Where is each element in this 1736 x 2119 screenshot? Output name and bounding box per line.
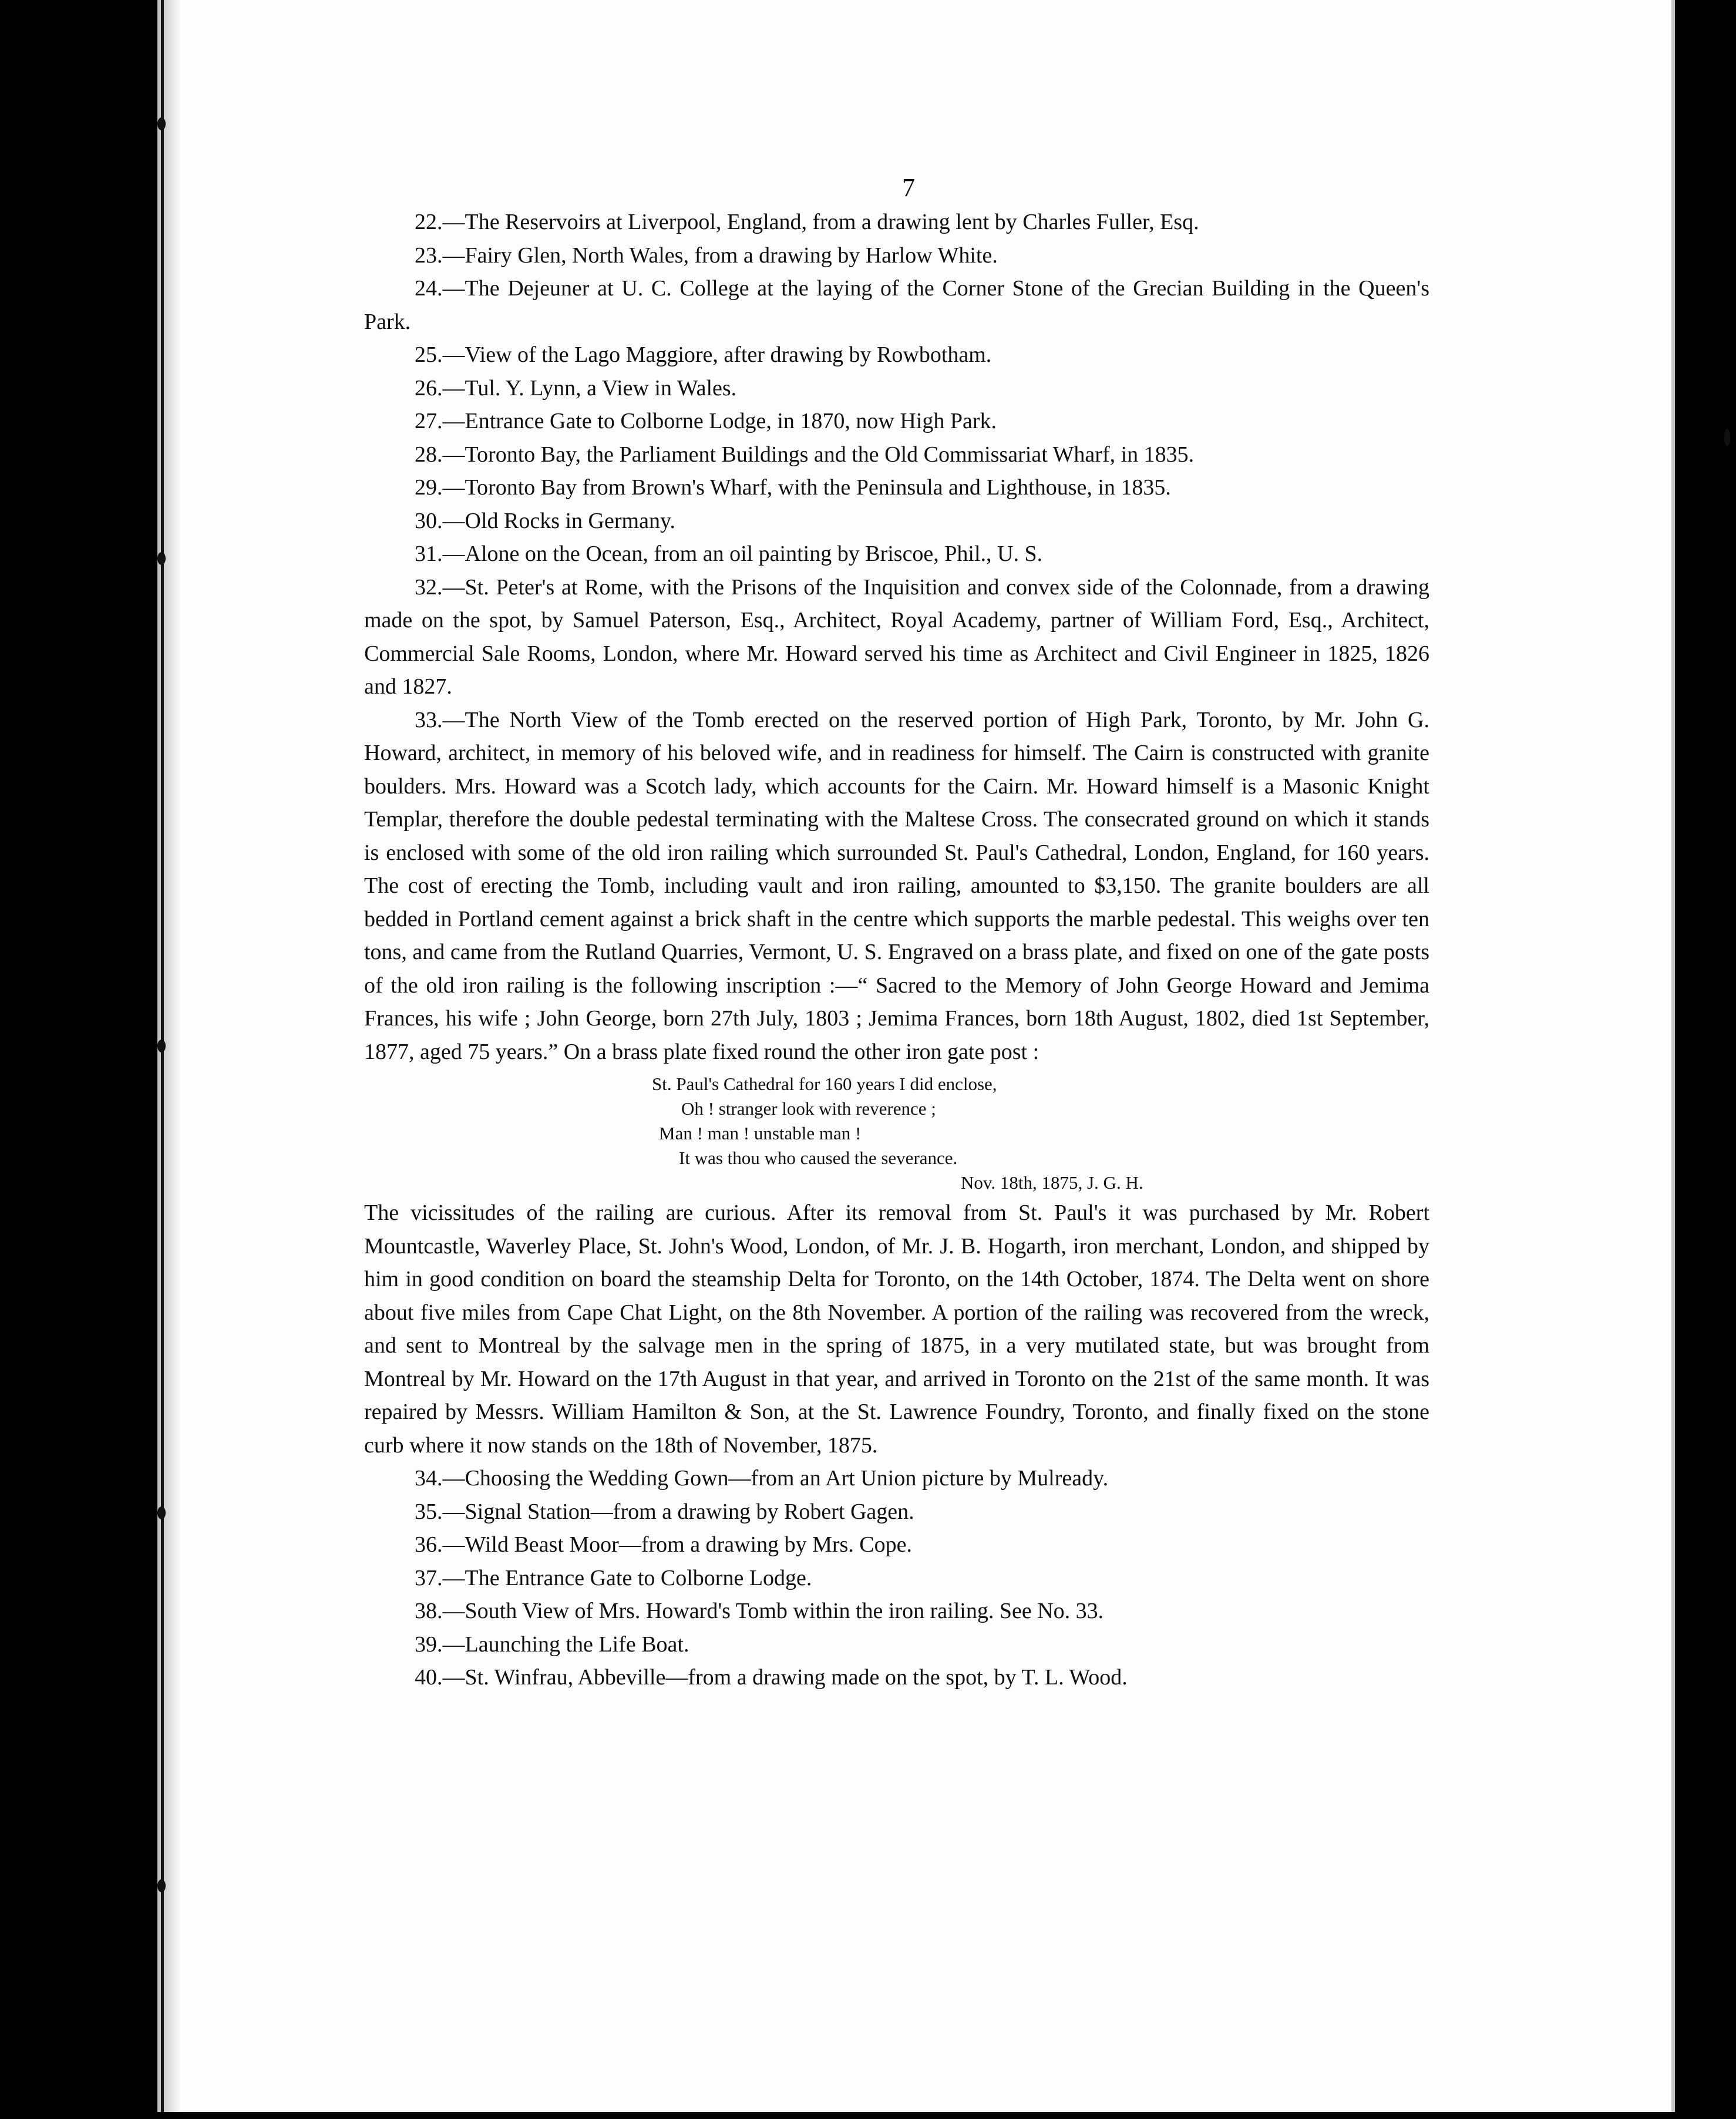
- verse-line: St. Paul's Cathedral for 160 years I did enclose,: [652, 1074, 997, 1094]
- catalog-item-38: 38.—South View of Mrs. Howard's Tomb within the iron railing. See No. 33.: [415, 1599, 1104, 1623]
- catalog-item-27: 27.—Entrance Gate to Colborne Lodge, in 1870, now High Park.: [415, 409, 997, 433]
- catalog-item-36: 36.—Wild Beast Moor—from a drawing by Mrs. Cope.: [415, 1532, 913, 1557]
- page-number: 7: [902, 173, 915, 202]
- binding-hole: [157, 1879, 166, 1892]
- binding-hole: [157, 117, 166, 130]
- catalog-item-30: 30.—Old Rocks in Germany.: [415, 508, 675, 533]
- catalog-item-35: 35.—Signal Station—from a drawing by Robert Gagen.: [415, 1499, 914, 1524]
- inscription-verse: [364, 1072, 1429, 1195]
- catalog-item-31: 31.—Alone on the Ocean, from an oil painting by Briscoe, Phil., U. S.: [415, 541, 1043, 566]
- catalog-item-28: 28.—Toronto Bay, the Parliament Buildings and the Old Commissariat Wharf, in 1835.: [415, 442, 1195, 467]
- binding-hole: [157, 1506, 166, 1519]
- catalog-item-32: 32.—St. Peter's at Rome, with the Prisons of the Inquisition and convex side of the Colonnade, from a drawing made on the spot, by Samuel Paterson, Esq., Architect, Royal Academy, partner of William Ford, Esq., Architect, Commercial Sale Rooms, London, where Mr. Howard served his time as Architect and Civil Engineer in 1825, 1826 and 1827.: [364, 574, 1429, 699]
- catalog-item-39: 39.—Launching the Life Boat.: [415, 1632, 689, 1657]
- catalog-item-26: 26.—Tul. Y. Lynn, a View in Wales.: [415, 375, 737, 401]
- catalog-item-22: 22.—The Reservoirs at Liverpool, England, from a drawing lent by Charles Fuller, Esq.: [415, 210, 1199, 234]
- catalog-item-40: 40.—St. Winfrau, Abbeville—from a drawing made on the spot, by T. L. Wood.: [415, 1665, 1128, 1690]
- page-text: [364, 170, 1429, 1694]
- catalog-item-29: 29.—Toronto Bay from Brown's Wharf, with the Peninsula and Lighthouse, in 1835.: [415, 475, 1171, 500]
- catalog-item-23: 23.—Fairy Glen, North Wales, from a drawing by Harlow White.: [415, 243, 998, 268]
- verse-signature: Nov. 18th, 1875, J. G. H.: [961, 1172, 1143, 1193]
- verse-line: It was thou who caused the severance.: [679, 1148, 958, 1168]
- binding-hole: [157, 552, 166, 565]
- catalog-item-37: 37.—The Entrance Gate to Colborne Lodge.: [415, 1565, 812, 1590]
- edge-mark: [1724, 429, 1730, 446]
- binding-edge: [161, 0, 164, 2112]
- catalog-item-33: 33.—The North View of the Tomb erected on the reserved portion of High Park, Toronto, by Mr. John G. Howard, architect, in memory of his beloved wife, and in readiness for himself. The Cairn is constructed with granite boulders. Mrs. Howard was a Scotch lady, which accounts for the Cairn. Mr. Howard himself is a Masonic Knight Templar, therefore the double pedestal terminating with the Maltese Cross. The consecrated ground on which it stands is enclosed with some of the old iron railing which surrounded St. Paul's Cathedral, London, England, for 160 years. The cost of erecting the Tomb, including vault and iron railing, amounted to $3,150. The granite boulders are all bedded in Portland cement against a brick shaft in the centre which supports the marble pedestal. This weighs over ten tons, and came from the Rutland Quarries, Vermont, U. S. Engraved on a brass plate, and fixed on one of the gate posts of the old iron railing is the following inscription :—“ Sacred to the Memory of John George Howard and Jemima Frances, his wife ; John George, born 27th July, 1803 ; Jemima Frances, born 18th August, 1802, died 1st September, 1877, aged 75 years.” On a brass plate fixed round the other iron gate post :: [364, 707, 1429, 1064]
- railing-history-paragraph: The vicissitudes of the railing are curious. After its removal from St. Paul's it was purchased by Mr. Robert Mountcastle, Waverley Place, St. John's Wood, London, of Mr. J. B. Hogarth, iron merchant, London, and shipped by him in good condition on board the steamship Delta for Toronto, on the 14th October, 1874. The Delta went on shore about five miles from Cape Chat Light, on the 8th November. A portion of the railing was recovered from the wreck, and sent to Montreal by the salvage men in the spring of 1875, in a very mutilated state, but was brought from Montreal by Mr. Howard on the 17th August in that year, and arrived in Toronto on the 21st of the same month. It was repaired by Messrs. William Hamilton & Son, at the St. Lawrence Foundry, Toronto, and finally fixed on the stone curb where it now stands on the 18th of November, 1875.: [364, 1200, 1429, 1458]
- catalog-item-25: 25.—View of the Lago Maggiore, after drawing by Rowbotham.: [415, 342, 992, 367]
- verse-line: Oh ! stranger look with reverence ;: [681, 1098, 936, 1119]
- binding-hole: [157, 1040, 166, 1052]
- catalog-item-24: 24.—The Dejeuner at U. C. College at the laying of the Corner Stone of the Grecian Building in the Queen's Park.: [364, 276, 1429, 334]
- verse-line: Man ! man ! unstable man !: [659, 1123, 862, 1143]
- catalog-item-34: 34.—Choosing the Wedding Gown—from an Art Union picture by Mulready.: [415, 1466, 1109, 1491]
